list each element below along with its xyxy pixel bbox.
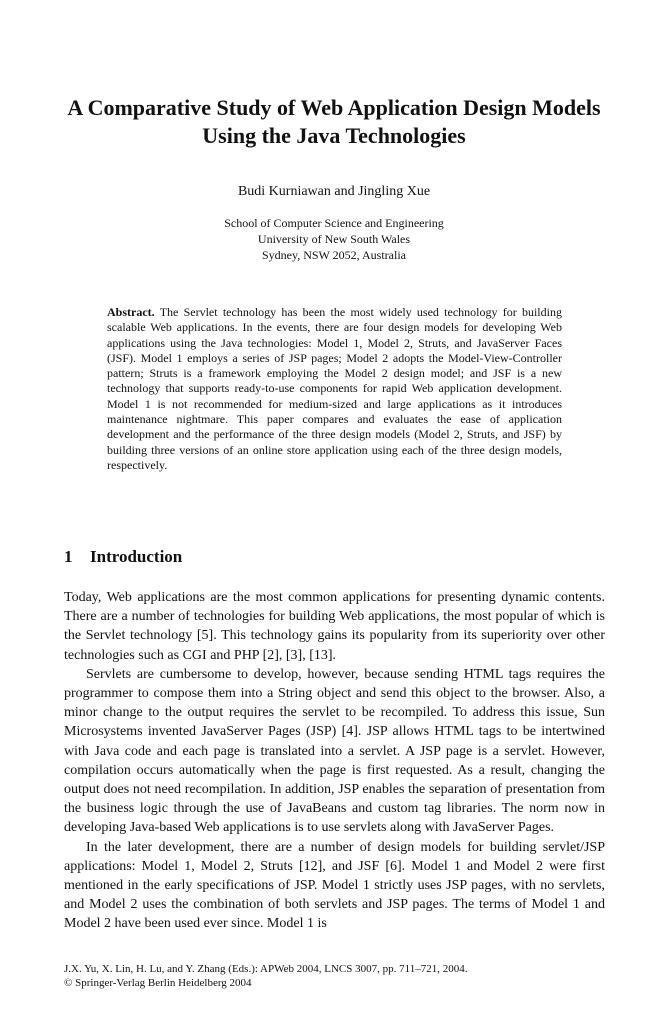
footer-citation: J.X. Yu, X. Lin, H. Lu, and Y. Zhang (Eds.): APWeb 2004, LNCS 3007, pp. 711–721, 2004.	[64, 963, 468, 975]
abstract-label: Abstract.	[107, 305, 155, 319]
authors: Budi Kurniawan and Jingling Xue	[237, 184, 431, 199]
title-line-1: A Comparative Study of Web Application Design Models	[67, 95, 601, 120]
section-heading	[64, 546, 182, 568]
abstract-text: The Servlet technology has been the most widely used technology for building scalable Web applications. In the events, there are four design models for developing Web applications using the Java technologies: Model 1, Model 2, Struts, and JavaServer Faces (JSF). Model 1 employs a series of JSP pages; Model 2 adopts the Model-View-Controller pattern; Struts is a framework employing the Model 2 design model; and JSF is a new technology that supports ready-to-use components for rapid Web application development. Model 1 is not recommended for medium-sized and large applications as it introduces maintenance nightmare. This paper compares and evaluates the ease of application development and the performance of the three design models (Model 2, Struts, and JSF) by building three versions of an online store application using each of the three design models, respectively.	[107, 305, 562, 472]
section-number: 1	[64, 547, 73, 566]
paragraph-2: Servlets are cumbersome to develop, however, because sending HTML tags requires the programmer to compose them into a String object and send this object to the browser. Also, a minor change to the output requires the servlet to be recompiled. To address this issue, Sun Microsystems invented JavaServer Pages (JSP) [4]. JSP allows HTML tags to be intertwined with Java code and each page is translated into a servlet. A JSP page is a servlet. However, compilation occurs automatically when the page is first requested. As a result, changing the output does not need recompilation. In addition, JSP enables the separation of presentation from the business logic through the use of JavaBeans and custom tag libraries. The norm now in developing Java-based Web applications is to use servlets along with JavaServer Pages.	[64, 666, 605, 836]
abstract	[107, 305, 562, 473]
section-title: Introduction	[90, 547, 183, 566]
title-line-2: Using the Java Technologies	[202, 123, 466, 148]
affiliation-line-1: School of Computer Science and Engineering	[224, 216, 444, 230]
paragraph-3: In the later development, there are a number of design models for building servlet/JSP applications: Model 1, Model 2, Struts [12], and JSF [6]. Model 1 and Model 2 were first mentioned in the early specifications of JSP. Model 1 strictly uses JSP pages, with no servlets, and Model 2 uses the combination of both servlets and JSP pages. The terms of Model 1 and Model 2 have been used ever since. Model 1 is	[64, 839, 605, 932]
affiliation-line-2: University of New South Wales	[257, 232, 411, 246]
paper-title	[40, 94, 628, 150]
page-footer	[64, 962, 605, 990]
paragraph-1: Today, Web applications are the most common applications for presenting dynamic contents. There are a number of technologies for building Web applications, the most popular of which is the Servlet technology [5]. This technology gains its popularity from its superiority over other technologies such as CGI and PHP [2], [3], [13].	[64, 590, 605, 663]
affiliation	[0, 215, 668, 263]
section-body	[64, 588, 605, 934]
footer-copyright: © Springer-Verlag Berlin Heidelberg 2004	[64, 977, 252, 989]
affiliation-line-3: Sydney, NSW 2052, Australia	[262, 248, 406, 262]
